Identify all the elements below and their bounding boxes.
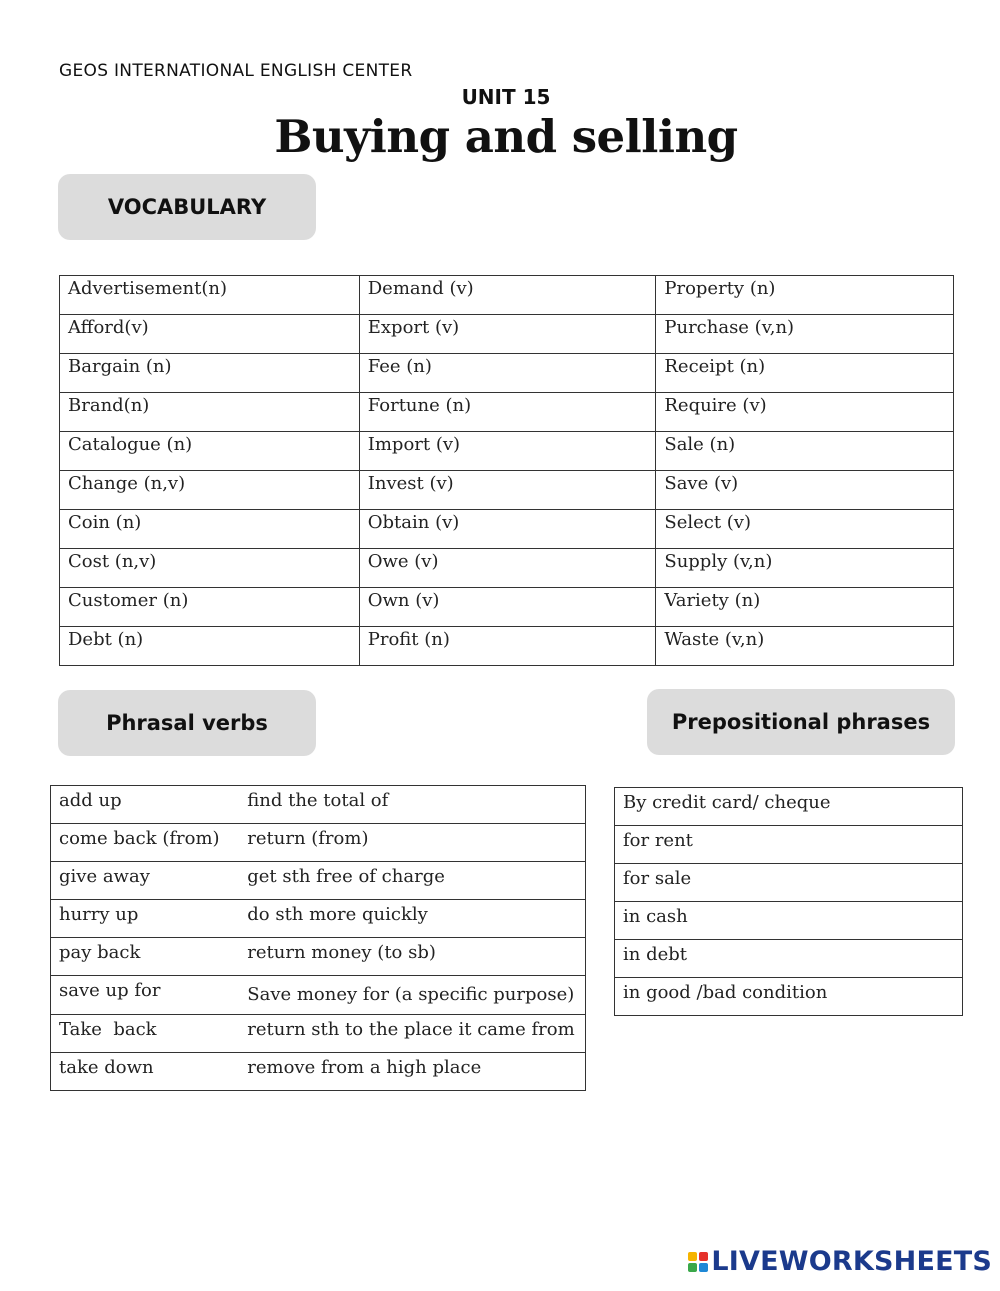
liveworksheets-logo-icon: [688, 1252, 708, 1272]
organization-name: GEOS INTERNATIONAL ENGLISH CENTER: [59, 61, 413, 81]
phrasal-meaning-cell: return sth to the place it came from: [247, 1015, 585, 1053]
vocab-cell: Change (n,v): [60, 471, 360, 510]
vocab-cell: Cost (n,v): [60, 549, 360, 588]
vocab-cell: Require (v): [656, 393, 954, 432]
vocab-cell: Customer (n): [60, 588, 360, 627]
table-row: [60, 627, 954, 666]
logo-square: [699, 1263, 708, 1272]
vocab-cell: Catalogue (n): [60, 432, 360, 471]
vocab-cell: Fee (n): [359, 354, 656, 393]
vocabulary-table: [59, 275, 954, 666]
vocab-cell: Sale (n): [656, 432, 954, 471]
table-row: [51, 938, 586, 976]
phrasal-meaning-cell: find the total of: [247, 786, 585, 824]
phrasal-verb-cell: Take back: [51, 1015, 248, 1053]
vocab-cell: Demand (v): [359, 276, 656, 315]
vocab-cell: Own (v): [359, 588, 656, 627]
prep-phrase-cell: in cash: [615, 902, 963, 940]
vocab-cell: Import (v): [359, 432, 656, 471]
phrasal-meaning-cell: return money (to sb): [247, 938, 585, 976]
phrasal-meaning-cell: do sth more quickly: [247, 900, 585, 938]
phrasal-verb-cell: take down: [51, 1053, 248, 1091]
vocab-cell: Bargain (n): [60, 354, 360, 393]
table-row: [51, 1053, 586, 1091]
vocab-cell: Debt (n): [60, 627, 360, 666]
table-row: [60, 588, 954, 627]
prepositional-phrases-table: [614, 787, 963, 1016]
phrasal-meaning-cell: Save money for (a specific purpose): [247, 976, 585, 1015]
liveworksheets-brand: [688, 1246, 992, 1277]
logo-square: [699, 1252, 708, 1261]
logo-square: [688, 1263, 697, 1272]
phrasal-meaning-cell: remove from a high place: [247, 1053, 585, 1091]
table-row: [51, 900, 586, 938]
vocab-cell: Select (v): [656, 510, 954, 549]
vocab-cell: Waste (v,n): [656, 627, 954, 666]
table-row: [51, 824, 586, 862]
table-row: [51, 786, 586, 824]
table-row: [60, 432, 954, 471]
phrasal-meaning-cell: get sth free of charge: [247, 862, 585, 900]
prep-phrase-cell: for sale: [615, 864, 963, 902]
vocab-cell: Coin (n): [60, 510, 360, 549]
vocab-cell: Obtain (v): [359, 510, 656, 549]
table-row: [615, 902, 963, 940]
table-row: [51, 976, 586, 1015]
phrasal-verb-cell: give away: [51, 862, 248, 900]
table-row: [615, 788, 963, 826]
vocab-cell: Brand(n): [60, 393, 360, 432]
vocab-cell: Owe (v): [359, 549, 656, 588]
vocab-cell: Purchase (v,n): [656, 315, 954, 354]
vocab-cell: Afford(v): [60, 315, 360, 354]
vocab-cell: Fortune (n): [359, 393, 656, 432]
phrasal-verb-cell: hurry up: [51, 900, 248, 938]
vocab-cell: Supply (v,n): [656, 549, 954, 588]
table-row: [615, 826, 963, 864]
table-row: [615, 864, 963, 902]
vocab-cell: Save (v): [656, 471, 954, 510]
brand-name: LIVEWORKSHEETS: [711, 1246, 992, 1277]
table-row: [51, 862, 586, 900]
page-title: Buying and selling: [274, 110, 738, 163]
vocab-cell: Variety (n): [656, 588, 954, 627]
vocab-cell: Invest (v): [359, 471, 656, 510]
table-row: [615, 978, 963, 1016]
prepositional-phrases-heading: Prepositional phrases: [647, 689, 955, 755]
prep-phrase-cell: By credit card/ cheque: [615, 788, 963, 826]
table-row: [615, 940, 963, 978]
table-row: [60, 549, 954, 588]
phrasal-verbs-heading: Phrasal verbs: [58, 690, 316, 756]
prep-phrase-cell: in good /bad condition: [615, 978, 963, 1016]
vocab-cell: Profit (n): [359, 627, 656, 666]
vocab-cell: Property (n): [656, 276, 954, 315]
phrasal-verb-cell: pay back: [51, 938, 248, 976]
table-row: [60, 276, 954, 315]
table-row: [60, 393, 954, 432]
vocab-cell: Advertisement(n): [60, 276, 360, 315]
table-row: [60, 354, 954, 393]
logo-square: [688, 1252, 697, 1261]
unit-label: UNIT 15: [461, 85, 551, 109]
vocabulary-heading: VOCABULARY: [58, 174, 316, 240]
phrasal-verb-cell: save up for: [51, 976, 248, 1015]
vocab-cell: Export (v): [359, 315, 656, 354]
phrasal-verb-cell: come back (from): [51, 824, 248, 862]
table-row: [60, 315, 954, 354]
phrasal-verbs-table: [50, 785, 586, 1091]
prep-phrase-cell: in debt: [615, 940, 963, 978]
phrasal-verb-cell: add up: [51, 786, 248, 824]
vocab-cell: Receipt (n): [656, 354, 954, 393]
table-row: [60, 510, 954, 549]
phrasal-meaning-cell: return (from): [247, 824, 585, 862]
prep-phrase-cell: for rent: [615, 826, 963, 864]
table-row: [60, 471, 954, 510]
table-row: [51, 1015, 586, 1053]
